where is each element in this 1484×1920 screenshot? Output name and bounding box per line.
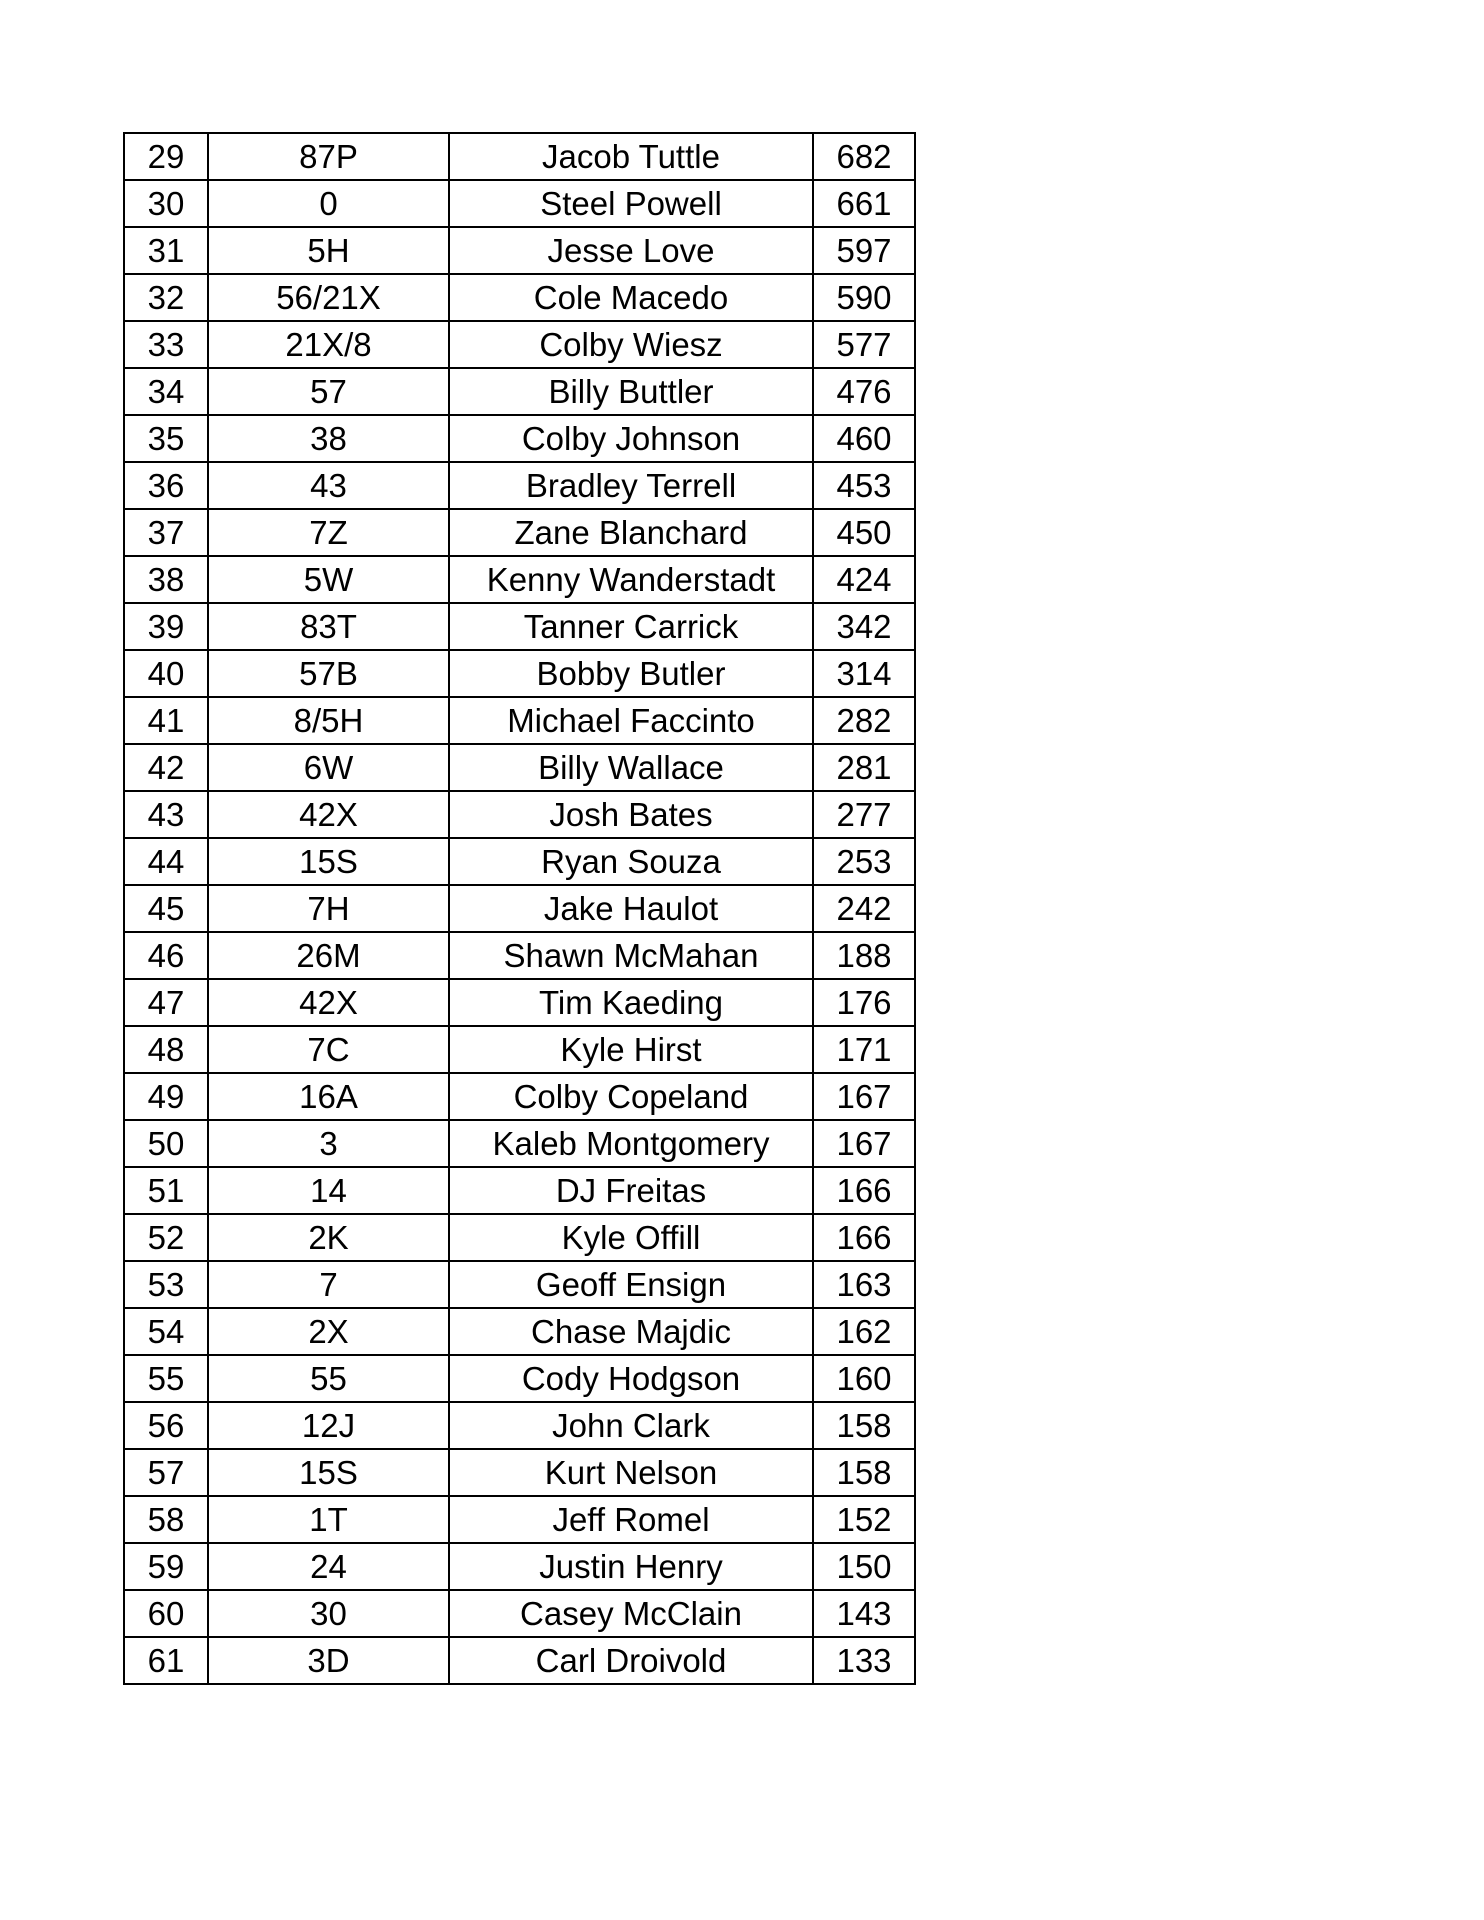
- driver-name-cell: Colby Wiesz: [449, 321, 813, 368]
- points-cell: 460: [813, 415, 915, 462]
- table-row: [124, 603, 915, 650]
- driver-name-cell: DJ Freitas: [449, 1167, 813, 1214]
- points-cell: 342: [813, 603, 915, 650]
- driver-name-cell: Zane Blanchard: [449, 509, 813, 556]
- position-cell: 48: [124, 1026, 208, 1073]
- table-row: [124, 1543, 915, 1590]
- points-cell: 453: [813, 462, 915, 509]
- driver-name-cell: Josh Bates: [449, 791, 813, 838]
- table-row: [124, 697, 915, 744]
- driver-name-cell: Michael Faccinto: [449, 697, 813, 744]
- car-number-cell: 5W: [208, 556, 449, 603]
- position-cell: 41: [124, 697, 208, 744]
- car-number-cell: 6W: [208, 744, 449, 791]
- car-number-cell: 7H: [208, 885, 449, 932]
- points-cell: 281: [813, 744, 915, 791]
- car-number-cell: 3D: [208, 1637, 449, 1684]
- driver-name-cell: Bobby Butler: [449, 650, 813, 697]
- position-cell: 55: [124, 1355, 208, 1402]
- position-cell: 37: [124, 509, 208, 556]
- driver-name-cell: Casey McClain: [449, 1590, 813, 1637]
- table-row: [124, 462, 915, 509]
- car-number-cell: 42X: [208, 979, 449, 1026]
- points-cell: 163: [813, 1261, 915, 1308]
- car-number-cell: 8/5H: [208, 697, 449, 744]
- car-number-cell: 15S: [208, 1449, 449, 1496]
- points-cell: 152: [813, 1496, 915, 1543]
- car-number-cell: 5H: [208, 227, 449, 274]
- position-cell: 42: [124, 744, 208, 791]
- points-cell: 242: [813, 885, 915, 932]
- car-number-cell: 38: [208, 415, 449, 462]
- points-cell: 158: [813, 1449, 915, 1496]
- driver-name-cell: Jacob Tuttle: [449, 133, 813, 180]
- table-row: [124, 509, 915, 556]
- table-row: [124, 1167, 915, 1214]
- points-cell: 577: [813, 321, 915, 368]
- position-cell: 43: [124, 791, 208, 838]
- table-row: [124, 1355, 915, 1402]
- car-number-cell: 3: [208, 1120, 449, 1167]
- driver-name-cell: Shawn McMahan: [449, 932, 813, 979]
- position-cell: 58: [124, 1496, 208, 1543]
- position-cell: 46: [124, 932, 208, 979]
- points-cell: 661: [813, 180, 915, 227]
- position-cell: 31: [124, 227, 208, 274]
- car-number-cell: 83T: [208, 603, 449, 650]
- position-cell: 60: [124, 1590, 208, 1637]
- car-number-cell: 2X: [208, 1308, 449, 1355]
- points-cell: 590: [813, 274, 915, 321]
- position-cell: 29: [124, 133, 208, 180]
- car-number-cell: 7C: [208, 1026, 449, 1073]
- driver-name-cell: John Clark: [449, 1402, 813, 1449]
- standings-body: [124, 133, 915, 1684]
- points-cell: 682: [813, 133, 915, 180]
- driver-name-cell: Steel Powell: [449, 180, 813, 227]
- points-cell: 158: [813, 1402, 915, 1449]
- car-number-cell: 0: [208, 180, 449, 227]
- table-row: [124, 133, 915, 180]
- driver-name-cell: Kyle Offill: [449, 1214, 813, 1261]
- points-cell: 133: [813, 1637, 915, 1684]
- table-row: [124, 321, 915, 368]
- points-cell: 476: [813, 368, 915, 415]
- driver-name-cell: Bradley Terrell: [449, 462, 813, 509]
- position-cell: 40: [124, 650, 208, 697]
- position-cell: 45: [124, 885, 208, 932]
- position-cell: 50: [124, 1120, 208, 1167]
- position-cell: 59: [124, 1543, 208, 1590]
- car-number-cell: 7Z: [208, 509, 449, 556]
- table-row: [124, 932, 915, 979]
- driver-name-cell: Justin Henry: [449, 1543, 813, 1590]
- driver-name-cell: Kenny Wanderstadt: [449, 556, 813, 603]
- points-cell: 314: [813, 650, 915, 697]
- table-row: [124, 1214, 915, 1261]
- position-cell: 30: [124, 180, 208, 227]
- car-number-cell: 24: [208, 1543, 449, 1590]
- table-row: [124, 885, 915, 932]
- table-row: [124, 1026, 915, 1073]
- position-cell: 38: [124, 556, 208, 603]
- driver-name-cell: Cole Macedo: [449, 274, 813, 321]
- points-cell: 143: [813, 1590, 915, 1637]
- driver-name-cell: Carl Droivold: [449, 1637, 813, 1684]
- driver-name-cell: Colby Johnson: [449, 415, 813, 462]
- table-row: [124, 556, 915, 603]
- points-cell: 162: [813, 1308, 915, 1355]
- points-cell: 282: [813, 697, 915, 744]
- position-cell: 56: [124, 1402, 208, 1449]
- position-cell: 51: [124, 1167, 208, 1214]
- standings-table: [123, 132, 916, 1685]
- table-row: [124, 1120, 915, 1167]
- table-row: [124, 180, 915, 227]
- points-cell: 171: [813, 1026, 915, 1073]
- car-number-cell: 12J: [208, 1402, 449, 1449]
- car-number-cell: 14: [208, 1167, 449, 1214]
- table-row: [124, 838, 915, 885]
- position-cell: 35: [124, 415, 208, 462]
- points-cell: 166: [813, 1167, 915, 1214]
- table-row: [124, 744, 915, 791]
- table-row: [124, 1449, 915, 1496]
- position-cell: 52: [124, 1214, 208, 1261]
- position-cell: 47: [124, 979, 208, 1026]
- points-cell: 597: [813, 227, 915, 274]
- position-cell: 61: [124, 1637, 208, 1684]
- table-row: [124, 1590, 915, 1637]
- car-number-cell: 15S: [208, 838, 449, 885]
- points-cell: 150: [813, 1543, 915, 1590]
- driver-name-cell: Chase Majdic: [449, 1308, 813, 1355]
- driver-name-cell: Tanner Carrick: [449, 603, 813, 650]
- points-cell: 277: [813, 791, 915, 838]
- car-number-cell: 43: [208, 462, 449, 509]
- table-row: [124, 274, 915, 321]
- table-row: [124, 1308, 915, 1355]
- points-cell: 253: [813, 838, 915, 885]
- car-number-cell: 1T: [208, 1496, 449, 1543]
- points-cell: 167: [813, 1120, 915, 1167]
- car-number-cell: 7: [208, 1261, 449, 1308]
- driver-name-cell: Ryan Souza: [449, 838, 813, 885]
- driver-name-cell: Jesse Love: [449, 227, 813, 274]
- driver-name-cell: Billy Buttler: [449, 368, 813, 415]
- points-cell: 450: [813, 509, 915, 556]
- car-number-cell: 55: [208, 1355, 449, 1402]
- points-cell: 160: [813, 1355, 915, 1402]
- car-number-cell: 57: [208, 368, 449, 415]
- car-number-cell: 87P: [208, 133, 449, 180]
- driver-name-cell: Kurt Nelson: [449, 1449, 813, 1496]
- driver-name-cell: Jake Haulot: [449, 885, 813, 932]
- car-number-cell: 21X/8: [208, 321, 449, 368]
- table-row: [124, 415, 915, 462]
- position-cell: 34: [124, 368, 208, 415]
- driver-name-cell: Cody Hodgson: [449, 1355, 813, 1402]
- position-cell: 33: [124, 321, 208, 368]
- car-number-cell: 57B: [208, 650, 449, 697]
- points-cell: 424: [813, 556, 915, 603]
- driver-name-cell: Billy Wallace: [449, 744, 813, 791]
- car-number-cell: 26M: [208, 932, 449, 979]
- car-number-cell: 16A: [208, 1073, 449, 1120]
- car-number-cell: 56/21X: [208, 274, 449, 321]
- car-number-cell: 30: [208, 1590, 449, 1637]
- table-row: [124, 650, 915, 697]
- car-number-cell: 2K: [208, 1214, 449, 1261]
- driver-name-cell: Jeff Romel: [449, 1496, 813, 1543]
- car-number-cell: 42X: [208, 791, 449, 838]
- position-cell: 39: [124, 603, 208, 650]
- table-row: [124, 791, 915, 838]
- table-row: [124, 227, 915, 274]
- points-cell: 188: [813, 932, 915, 979]
- table-row: [124, 979, 915, 1026]
- position-cell: 53: [124, 1261, 208, 1308]
- position-cell: 32: [124, 274, 208, 321]
- points-cell: 176: [813, 979, 915, 1026]
- position-cell: 44: [124, 838, 208, 885]
- driver-name-cell: Tim Kaeding: [449, 979, 813, 1026]
- table-row: [124, 368, 915, 415]
- position-cell: 54: [124, 1308, 208, 1355]
- driver-name-cell: Geoff Ensign: [449, 1261, 813, 1308]
- driver-name-cell: Kaleb Montgomery: [449, 1120, 813, 1167]
- table-row: [124, 1496, 915, 1543]
- position-cell: 49: [124, 1073, 208, 1120]
- position-cell: 57: [124, 1449, 208, 1496]
- driver-name-cell: Colby Copeland: [449, 1073, 813, 1120]
- driver-name-cell: Kyle Hirst: [449, 1026, 813, 1073]
- points-cell: 167: [813, 1073, 915, 1120]
- table-row: [124, 1637, 915, 1684]
- table-row: [124, 1402, 915, 1449]
- table-row: [124, 1073, 915, 1120]
- position-cell: 36: [124, 462, 208, 509]
- points-cell: 166: [813, 1214, 915, 1261]
- table-row: [124, 1261, 915, 1308]
